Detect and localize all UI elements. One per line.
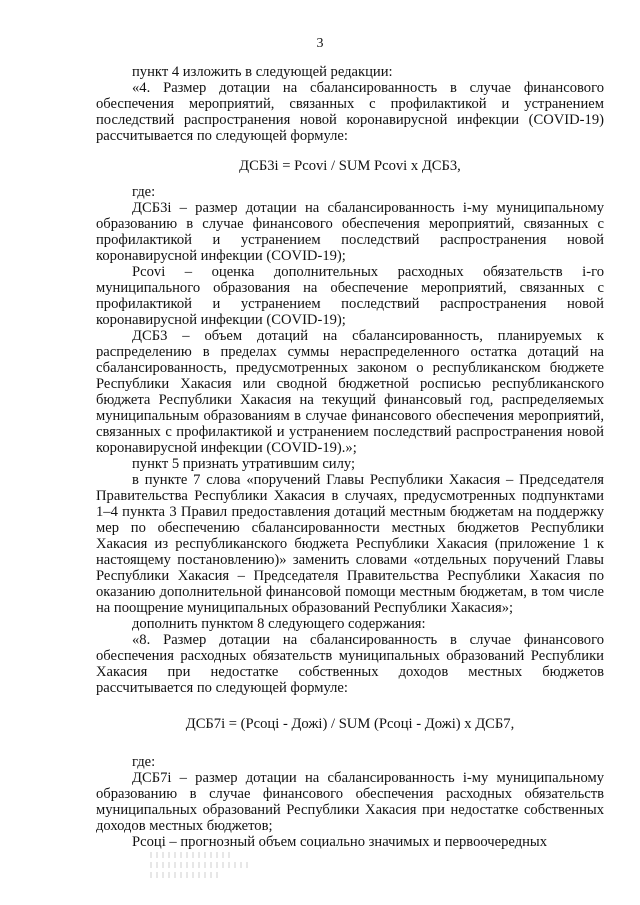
where-label-2: где:: [132, 754, 156, 770]
paragraph-item-4-intro: пункт 4 изложить в следующей редакции:: [132, 64, 393, 80]
definition-dsb3i: ДСБ3i – размер дотации на сбалансированность i-му муниципальному образованию в случае финансового обеспечения мероприятий, связанных с профилактикой и устранением последствий распространения новой коронавирусной инфекции (COVID-19);: [96, 200, 604, 264]
paragraph-item-5: пункт 5 признать утратившим силу;: [132, 456, 356, 472]
where-label: где:: [132, 184, 156, 200]
paragraph-item-7: в пункте 7 слова «поручений Главы Республики Хакасия – Председателя Правительства Республики Хакасия в случаях, предусмотренных подпунктами 1–4 пункта 3 Правил предоставления дотаций местным бюджетам на поддержку мер по обеспечению сбалансированности местных бюджетов Республики Хакасия из республиканского бюджета Республики Хакасия (приложение 1 к настоящему постановлению)» заменить словами «отдельных поручений Главы Республики Хакасия – Председателя Правительства Республики Хакасия по оказанию дополнительной финансовой помощи местным бюджетам, в том числе на поощрение муниципальных образований Республики Хакасия»;: [96, 472, 604, 616]
definition-dsb7i: ДСБ7i – размер дотации на сбалансированность i-му муниципальному образованию в случае финансового обеспечения расходных обязательств муниципальных образований Республики Хакасия при недостатке собственных доходов местных бюджетов;: [96, 770, 604, 834]
definition-dsb3: ДСБ3 – объем дотаций на сбалансированность, планируемых к распределению в пределах суммы нераспределенного остатка дотаций на сбалансированность, предусмотренных законом о республиканском бюджете Республики Хакасия или сводной бюджетной росписью республиканского бюджета Республики Хакасия на текущий финансовый год, распределяемых муниципальным образованиям в случае финансового обеспечения мероприятий, связанных с профилактикой и устранением последствий распространения новой коронавирусной инфекции (COVID-19).»;: [96, 328, 604, 456]
formula-dsb7: ДСБ7i = (Рсоцi - Дожi) / SUM (Рсоцi - Дожi) x ДСБ7,: [185, 716, 515, 732]
scan-artifact: [150, 848, 270, 888]
definition-rsoci: Рсоцi – прогнозный объем социально значимых и первоочередных: [132, 834, 548, 850]
paragraph-item-4-text: «4. Размер дотации на сбалансированность в случае финансового обеспечения мероприятий, связанных с профилактикой и устранением последствий распространения новой коронавирусной инфекции (COVID-19) рассчитывается по следующей формуле:: [96, 80, 604, 144]
formula-dsb3: ДСБ3i = Pcovi / SUM Pcovi x ДСБ3,: [239, 158, 461, 174]
page-number: 3: [316, 36, 324, 51]
paragraph-item-8-text: «8. Размер дотации на сбалансированность в случае финансового обеспечения расходных обязательств муниципальных образований Республики Хакасия при недостатке собственных доходов местных бюджетов рассчитывается по следующей формуле:: [96, 632, 604, 696]
definition-pcovi: Pcovi – оценка дополнительных расходных обязательств i-го муниципального образования на обеспечение мероприятий, связанных с профилактикой и устранением последствий распространения новой коронавирусной инфекции (COVID-19);: [96, 264, 604, 328]
paragraph-add-item-8: дополнить пунктом 8 следующего содержания:: [132, 616, 426, 632]
document-body: [96, 64, 604, 850]
